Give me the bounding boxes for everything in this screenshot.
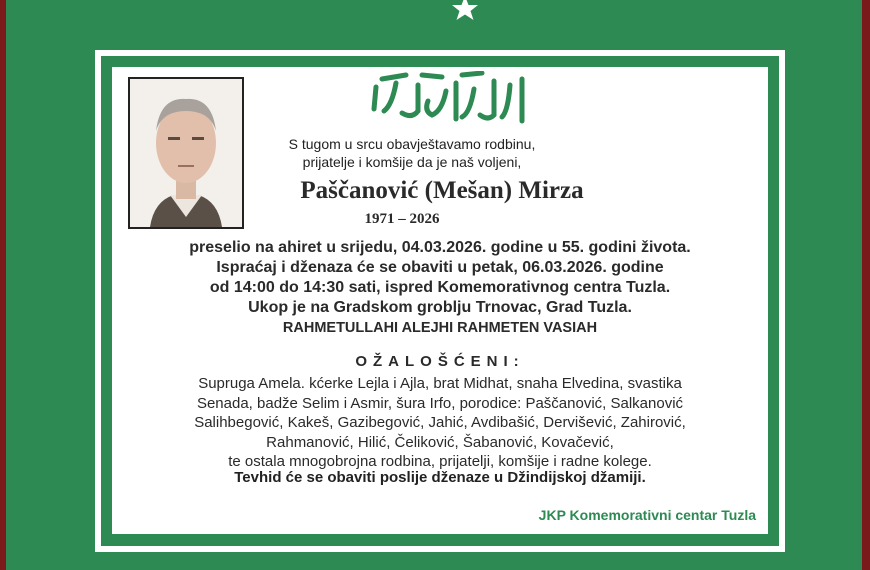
mourners-title: OŽALOŠĆENI: bbox=[355, 353, 525, 370]
tevhid-notice: Tevhid će se obaviti poslije dženaze u Džindijskoj džamiji. bbox=[234, 469, 646, 486]
mourners-line: Salihbegović, Kakeš, Gazibegović, Jahić, Avdibašić, Dervišević, Zahirović, bbox=[194, 414, 686, 431]
crescent-star-icon bbox=[418, 0, 488, 44]
prayer-line: RAHMETULLAHI ALEJHI RAHMETEN VASIAH bbox=[282, 320, 598, 336]
announcement-block bbox=[112, 238, 768, 338]
life-years: 1971 – 2026 bbox=[364, 211, 440, 227]
announcement-line: Ispraćaj i dženaza će se obaviti u petak, 06.03.2026. godine bbox=[216, 259, 664, 276]
intro-line-1: S tugom u srcu obavještavamo rodbinu, bbox=[288, 136, 536, 152]
intro-text bbox=[282, 135, 542, 171]
intro-line-2: prijatelje i komšije da je naš voljeni, bbox=[302, 154, 522, 170]
mourners-line: Supruga Amela. kćerke Lejla i Ajla, brat Midhat, snaha Elvedina, svastika bbox=[198, 375, 682, 392]
mourners-line: Senada, badže Selim i Asmir, šura Irfo, porodice: Paščanović, Salkanović bbox=[196, 394, 684, 412]
signature: JKP Komemorativni centar Tuzla bbox=[538, 507, 756, 523]
obituary-card bbox=[112, 67, 768, 534]
announcement-line: Ukop je na Gradskom groblju Trnovac, Grad Tuzla. bbox=[248, 299, 632, 316]
mourners-line: Rahmanović, Hilić, Čeliković, Šabanović, Kovačević, bbox=[266, 433, 614, 451]
portrait-photo bbox=[128, 77, 244, 229]
mourners-line: te ostala mnogobrojna rodbina, prijatelji, komšije i radne kolege. bbox=[228, 453, 652, 470]
announcement-line: preselio na ahiret u srijedu, 04.03.2026. godine u 55. godini života. bbox=[189, 239, 691, 256]
mourners-list bbox=[112, 374, 768, 472]
deceased-name: Paščanović (Mešan) Mirza bbox=[300, 177, 584, 204]
announcement-line: od 14:00 do 14:30 sati, ispred Komemorativnog centra Tuzla. bbox=[209, 279, 671, 296]
arabic-calligraphy-icon bbox=[362, 71, 532, 127]
portrait-icon bbox=[130, 79, 242, 227]
